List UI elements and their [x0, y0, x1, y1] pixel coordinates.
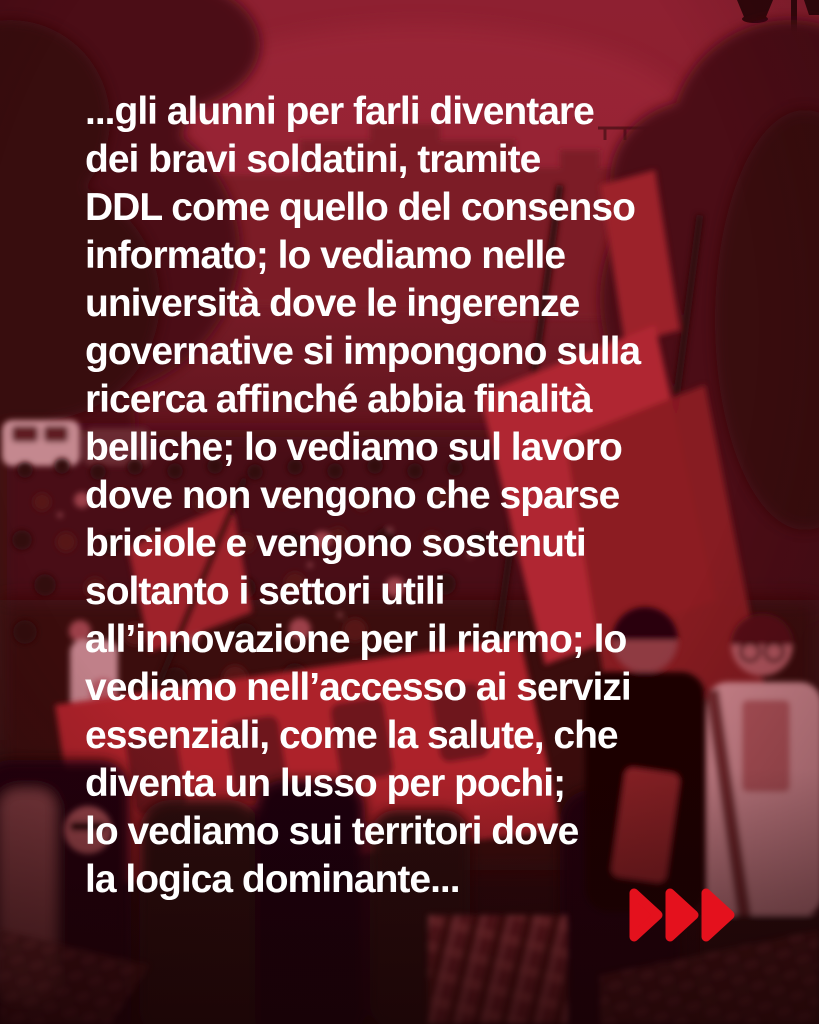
- quote-line: governative si impongono sulla: [85, 330, 641, 373]
- right-arrow-icon: [706, 893, 730, 937]
- triple-right-arrow-icon: [629, 886, 737, 944]
- quote-line: diventa un lusso per pochi;: [85, 762, 566, 805]
- quote-line: ricerca affinché abbia finalità: [85, 378, 592, 421]
- quote-line: informato; lo vediamo nelle: [85, 234, 566, 277]
- quote-line: briciole e vengono sostenuti: [85, 522, 586, 565]
- quote-line: all’innovazione per il riarmo; lo: [85, 618, 627, 661]
- quote-line: belliche; lo vediamo sul lavoro: [85, 426, 622, 469]
- quote-line: ...gli alunni per farli diventare: [85, 90, 594, 133]
- quote-line: la logica dominante...: [85, 858, 460, 901]
- right-arrow-icon: [634, 893, 658, 937]
- quote-line: vediamo nell’accesso ai servizi: [85, 666, 631, 709]
- quote-line: dei bravi soldatini, tramite: [85, 138, 541, 181]
- quote-line: soltanto i settori utili: [85, 570, 445, 613]
- next-arrows-icon[interactable]: [629, 886, 737, 944]
- quote-line: DDL come quello del consenso: [85, 186, 635, 229]
- quote-line: università dove le ingerenze: [85, 282, 580, 325]
- quote-line: lo vediamo sui territori dove: [85, 810, 579, 853]
- quote-text: [85, 88, 640, 904]
- quote-line: essenziali, come la salute, che: [85, 714, 618, 757]
- right-arrow-icon: [670, 893, 694, 937]
- quote-line: dove non vengono che sparse: [85, 474, 620, 517]
